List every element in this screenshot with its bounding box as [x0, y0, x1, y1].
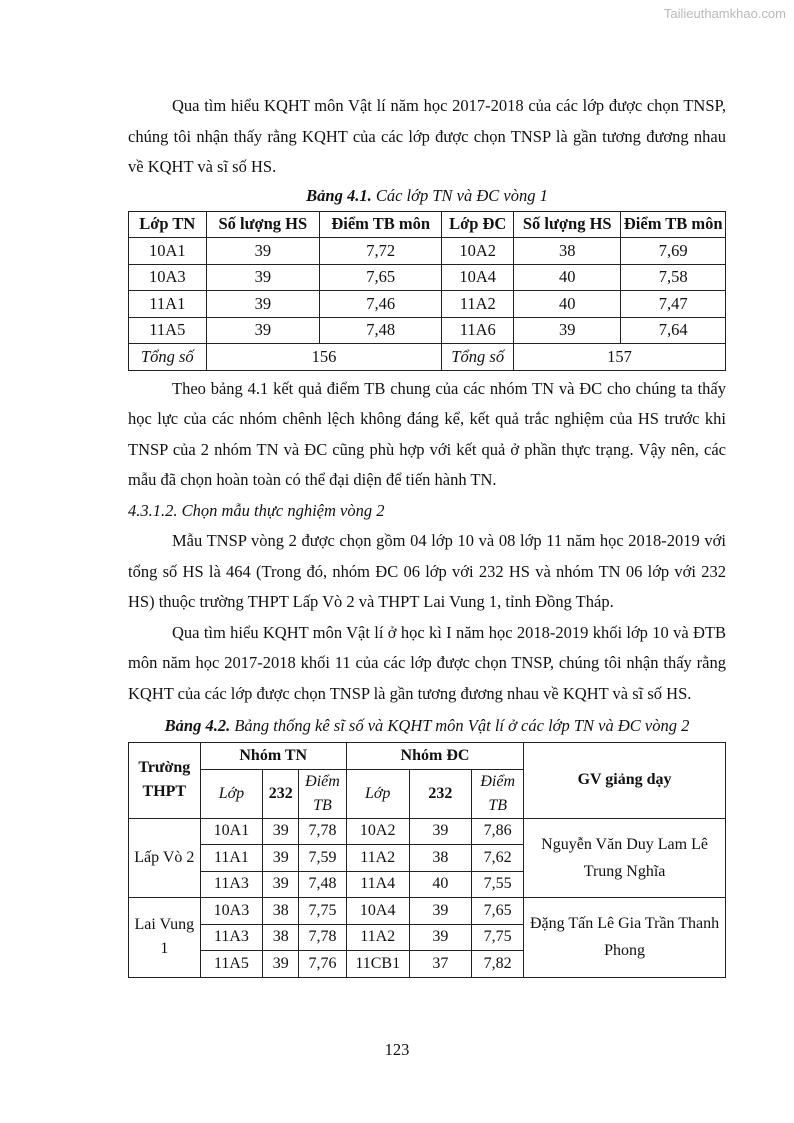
table-4-1	[128, 211, 726, 371]
page-content	[128, 91, 726, 978]
table2-subheader-count: 232	[263, 769, 299, 818]
table2-caption	[128, 713, 726, 738]
table2-cell: 10A1	[200, 818, 263, 845]
table2-cell: 10A4	[346, 898, 409, 925]
table2-cell: 7,55	[472, 871, 524, 898]
paragraph-4: Qua tìm hiểu KQHT môn Vật lí ở học kì I năm học 2018-2019 khối lớp 10 và ĐTB môn năm học 2017-2018 khối 11 của các lớp được chọn TNSP, chúng tôi nhận thấy rằng KQHT của các lớp được chọn TNSP là gần tương đương nhau về KQHT và sĩ số HS.	[128, 622, 726, 703]
table1-caption-text: Các lớp TN và ĐC vòng 1	[371, 185, 548, 205]
table1-cell: 11A5	[129, 317, 207, 344]
table2-cell: 39	[409, 818, 472, 845]
table1-cell: 10A2	[442, 238, 514, 265]
table1-cell: 39	[206, 291, 319, 318]
table1-header: Điểm TB môn	[621, 211, 726, 238]
table-row	[129, 291, 726, 318]
table-row	[129, 898, 726, 925]
table2-subheader-lop: Lớp	[200, 769, 263, 818]
table2-cell: 7,62	[472, 845, 524, 872]
table2-cell: 39	[409, 924, 472, 951]
table2-cell: 39	[263, 951, 299, 978]
table1-cell: 7,47	[621, 291, 726, 318]
table2-cell: 11A3	[200, 871, 263, 898]
watermark: Tailieuthamkhao.com	[663, 6, 786, 21]
table1-header: Lớp TN	[129, 211, 207, 238]
table2-cell: 7,78	[299, 818, 347, 845]
table2-cell: 11A2	[346, 845, 409, 872]
table1-header: Số lượng HS	[206, 211, 319, 238]
table2-cell: 38	[263, 924, 299, 951]
table1-cell: 10A4	[442, 264, 514, 291]
table2-teachers: Đặng Tấn Lê Gia Trần Thanh Phong	[524, 898, 726, 978]
table-row	[129, 317, 726, 344]
table2-cell: 7,75	[299, 898, 347, 925]
table2-subheader-diem: Điểm TB	[472, 769, 524, 818]
table1-header: Số lượng HS	[514, 211, 621, 238]
table2-subheader-count: 232	[409, 769, 472, 818]
table2-school: Lai Vung 1	[129, 898, 201, 978]
table1-header: Lớp ĐC	[442, 211, 514, 238]
table1-cell: 7,48	[320, 317, 442, 344]
table1-cell: 40	[514, 264, 621, 291]
paragraph-1: Qua tìm hiểu KQHT môn Vật lí năm học 2017-2018 của các lớp được chọn TNSP, chúng tôi nhận thấy rằng KQHT của các lớp được chọn TNSP là gần tương đương nhau về KQHT và sĩ số HS.	[128, 96, 726, 176]
table1-cell: 10A3	[129, 264, 207, 291]
table2-cell: 7,78	[299, 924, 347, 951]
table1-cell: 39	[206, 264, 319, 291]
table2-header-dc: Nhóm ĐC	[346, 743, 523, 770]
table2-school: Lấp Vò 2	[129, 818, 201, 898]
table1-caption-number: Bảng 4.1.	[306, 185, 372, 205]
table-row	[129, 238, 726, 265]
table2-cell: 11A2	[346, 924, 409, 951]
table2-cell: 38	[409, 845, 472, 872]
table1-total-label-dc: Tổng số	[442, 344, 514, 371]
table1-cell: 39	[514, 317, 621, 344]
section-heading: 4.3.1.2. Chọn mẫu thực nghiệm vòng 2	[128, 500, 385, 520]
page-number: 123	[384, 1040, 410, 1059]
table1-cell: 7,58	[621, 264, 726, 291]
table1-total-dc: 157	[514, 344, 726, 371]
table1-total-label-tn: Tổng số	[129, 344, 207, 371]
table1-total-tn: 156	[206, 344, 442, 371]
table1-cell: 11A1	[129, 291, 207, 318]
table1-cell: 39	[206, 238, 319, 265]
paragraph-3: Mẫu TNSP vòng 2 được chọn gồm 04 lớp 10 và 08 lớp 11 năm học 2018-2019 với tổng số HS là 464 (Trong đó, nhóm ĐC 06 lớp với 232 HS và nhóm TN 06 lớp với 232 HS) thuộc trường THPT Lấp Vò 2 và THPT Lai Vung 1, tỉnh Đồng Tháp.	[128, 531, 726, 611]
table2-cell: 11CB1	[346, 951, 409, 978]
table2-cell: 7,59	[299, 845, 347, 872]
table1-cell: 7,65	[320, 264, 442, 291]
table2-header-tn: Nhóm TN	[200, 743, 346, 770]
table2-cell: 38	[263, 898, 299, 925]
table2-cell: 39	[409, 898, 472, 925]
table2-header-school: Trường THPT	[129, 743, 201, 819]
table2-cell: 39	[263, 845, 299, 872]
table2-cell: 40	[409, 871, 472, 898]
table-row	[129, 264, 726, 291]
table1-cell: 38	[514, 238, 621, 265]
table1-total-row	[129, 344, 726, 371]
table-4-2	[128, 742, 726, 978]
table1-cell: 7,64	[621, 317, 726, 344]
table2-cell: 11A4	[346, 871, 409, 898]
table2-cell: 37	[409, 951, 472, 978]
table2-caption-number: Bảng 4.2.	[164, 716, 231, 735]
table1-header-row	[129, 211, 726, 238]
table1-cell: 10A1	[129, 238, 207, 265]
table2-header-row	[129, 743, 726, 770]
table2-cell: 7,75	[472, 924, 524, 951]
table2-cell: 7,48	[299, 871, 347, 898]
table2-cell: 7,82	[472, 951, 524, 978]
table2-cell: 7,65	[472, 898, 524, 925]
table1-cell: 40	[514, 291, 621, 318]
table1-caption	[128, 183, 726, 208]
table2-caption-text: Bảng thống kê sĩ số và KQHT môn Vật lí ở các lớp TN và ĐC vòng 2	[230, 716, 690, 735]
table2-cell: 7,76	[299, 951, 347, 978]
table2-subheader-lop: Lớp	[346, 769, 409, 818]
table1-cell: 11A6	[442, 317, 514, 344]
table1-cell: 39	[206, 317, 319, 344]
table2-cell: 10A2	[346, 818, 409, 845]
table2-cell: 11A1	[200, 845, 263, 872]
table2-cell: 10A3	[200, 898, 263, 925]
paragraph-2: Theo bảng 4.1 kết quả điểm TB chung của các nhóm TN và ĐC cho chúng ta thấy học lực của các nhóm chênh lệch không đáng kể, kết quả trắc nghiệm của HS trước khi TNSP của 2 nhóm TN và ĐC cũng phù hợp với kết quả ở phần thực trạng. Vậy nên, các mẫu đã chọn hoàn toàn có thể đại diện để tiến hành TN.	[128, 378, 726, 489]
table2-cell: 11A3	[200, 924, 263, 951]
table1-header: Điểm TB môn	[320, 211, 442, 238]
table2-subheader-diem: Điểm TB	[299, 769, 347, 818]
table2-cell: 39	[263, 818, 299, 845]
table-row	[129, 818, 726, 845]
table2-header-gv: GV giảng dạy	[524, 743, 726, 819]
table2-teachers: Nguyễn Văn Duy Lam Lê Trung Nghĩa	[524, 818, 726, 898]
table1-cell: 7,69	[621, 238, 726, 265]
table2-cell: 11A5	[200, 951, 263, 978]
table2-cell: 39	[263, 871, 299, 898]
table2-cell: 7,86	[472, 818, 524, 845]
table1-cell: 11A2	[442, 291, 514, 318]
table1-cell: 7,46	[320, 291, 442, 318]
table1-cell: 7,72	[320, 238, 442, 265]
